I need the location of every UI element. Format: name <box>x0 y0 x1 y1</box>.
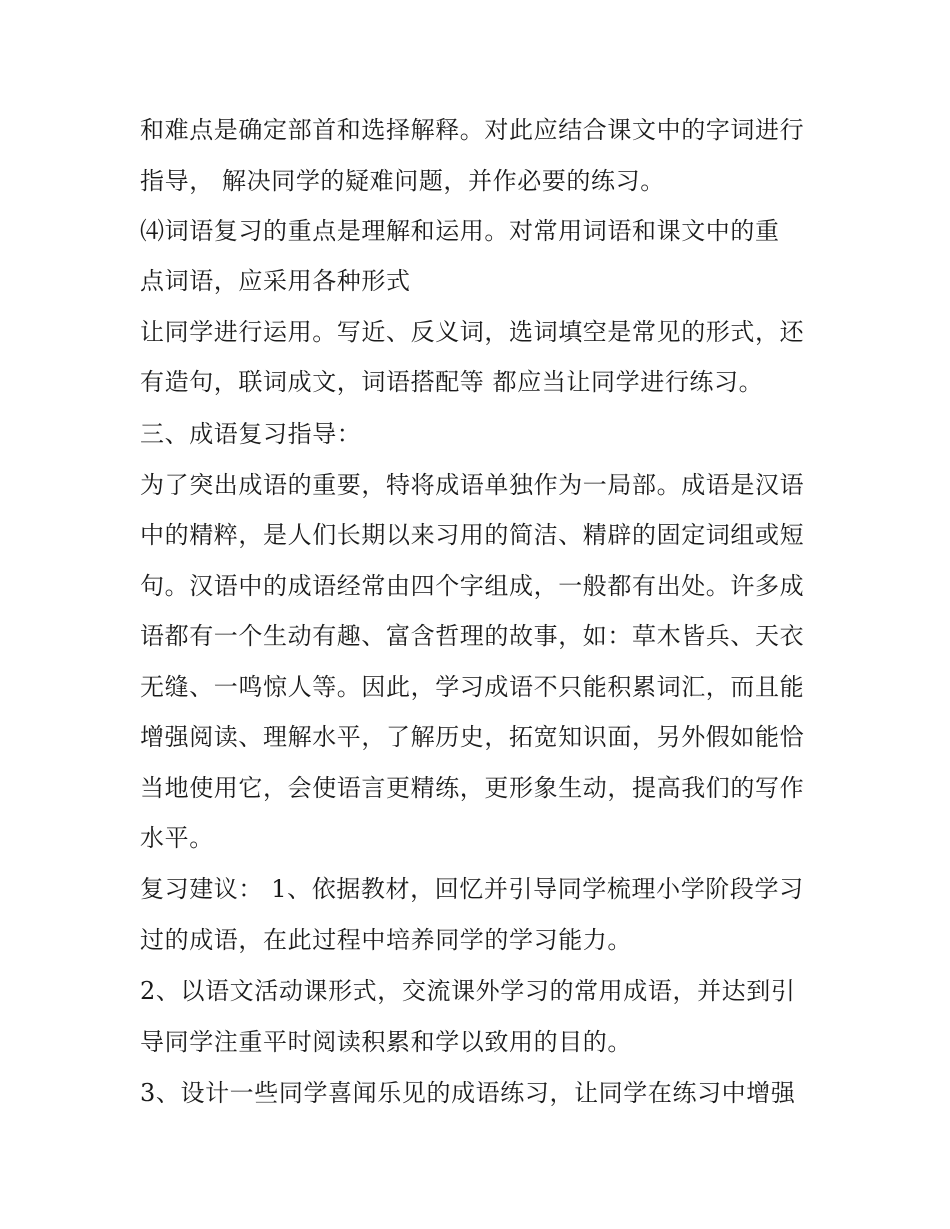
section-heading: 三、成语复习指导： <box>140 420 362 448</box>
text-line: ⑷词语复习的重点是理解和运用。对常用词语和课文中的重 <box>140 217 780 245</box>
text-line: 2、以语文活动课形式，交流课外学习的常用成语，并达到引 <box>140 977 796 1005</box>
text-line: 水平。 <box>140 824 214 852</box>
text-line: 让同学进行运用。写近、反义词，选词填空是常见的形式，还 <box>140 318 805 346</box>
text-line: 导同学注重平时阅读积累和学以致用的目的。 <box>140 1028 632 1056</box>
text-line: 有造句，联词成文，词语搭配等 都应当让同学进行练习。 <box>140 368 764 396</box>
text-line: 3、设计一些同学喜闻乐见的成语练习，让同学在练习中增强 <box>140 1079 796 1107</box>
text-line: 语都有一个生动有趣、富含哲理的故事，如：草木皆兵、天衣 <box>140 622 805 650</box>
text-line: 点词语，应采用各种形式 <box>140 267 411 295</box>
text-line: 当地使用它，会使语言更精练，更形象生动，提高我们的写作 <box>140 774 805 802</box>
text-line: 复习建议： 1、依据教材，回忆并引导同学梳理小学阶段学习 <box>140 875 804 903</box>
text-line: 中的精粹，是人们长期以来习用的简洁、精辟的固定词组或短 <box>140 521 805 549</box>
text-line: 无缝、一鸣惊人等。因此，学习成语不只能积累词汇，而且能 <box>140 673 805 701</box>
text-line: 句。汉语中的成语经常由四个字组成，一般都有出处。许多成 <box>140 572 805 600</box>
text-line: 指导， 解决同学的疑难问题，并作必要的练习。 <box>140 167 665 195</box>
text-line: 增强阅读、理解水平，了解历史，拓宽知识面，另外假如能恰 <box>140 723 805 751</box>
text-line: 为了突出成语的重要，特将成语单独作为一局部。成语是汉语 <box>140 471 805 499</box>
text-line: 和难点是确定部首和选择解释。对此应结合课文中的字词进行 <box>140 116 805 144</box>
text-line: 过的成语，在此过程中培养同学的学习能力。 <box>140 926 632 954</box>
